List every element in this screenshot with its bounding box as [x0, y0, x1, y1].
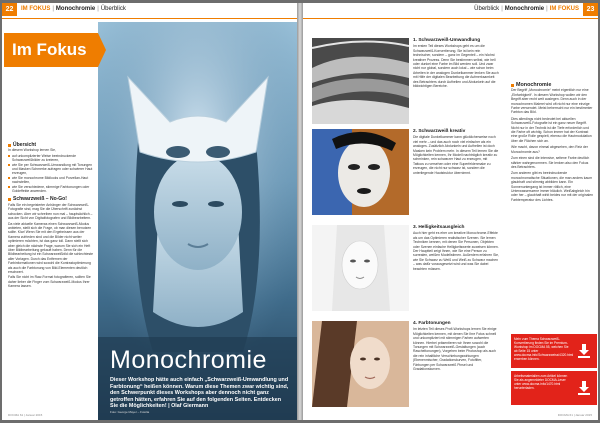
sw-paragraph: Da viele aktuelle Kameras einen Schwarzweiß-Modus anbieten, stellt sich die Frage, ob man diesen benutzen sollte. Klar! Wenn Sie mit den Ergebnissen aus der Kamera zufrieden sind und die Bilder nicht weiter optimieren möchten, ist das ganz toll. Dann stellt sich aber gleich die nächste Frage, warum Sie sich ein Heft über Bildbearbeitung gekauft haben. Denn für die Bildbearbeitung ist ein Schwarzweißbild die schlechteste aller Vorlagen. Durch das Entfernen der Farbinformationen wird sowohl die Kontrastoptimierung als auch die Farbtonung von Bild-Elementen deutlich erschwert.: [8, 221, 93, 274]
section-text: Im ersten Teil dieses Workshops geht es um die Schwarzweiß-Konvertierung. Sie ist kein rein technischer, sondern – ganz im Gegenteil – ein höchst kreativer Prozess. Denn Sie bestimmen selbst, wie hell oder dunkel eine Farbe im Bild werden soll. Und zwar nicht nur global, sondern auch lokal – wie schon beim Arbeiten in der analogen Dunkelkammer lenken Sie auch mit Hilfe der digitalen Bearbeitung die Aufmerksamkeit des Betrachters durch Aufhellen und Abdunkeln auf die bildwichtigen Bereiche.: [413, 44, 499, 89]
left-header: IM FOKUS | Monochromie | Überblick: [21, 6, 126, 12]
sidebar-paragraph: Der Begriff „Monochromie“ meint eigentlich nur eine „Einfarbigkeit“. In diesem Workshop wollen wir den Begriff aber recht weit auslegen. Denn auch in der monochromen Malerei wird oft nicht nur eine einzige Farbe verwendet. Meist beherrscht nur ein bestimmter Farbton das Bild.: [511, 88, 593, 115]
photo-color-toning: [312, 321, 409, 407]
overview-intro: In diesem Workshop lernen Sie,: [8, 148, 56, 153]
section-4: [413, 321, 499, 371]
overview-heading: Übersicht: [8, 143, 94, 147]
photo-creative-makeup: [312, 129, 409, 215]
overview-bullet: wie Sie verschiedene, stimmige Farbtonungen oder Goldeffekte anwenden.: [8, 185, 94, 194]
right-page: [303, 3, 598, 420]
info-box-workshop[interactable]: [511, 334, 597, 368]
left-page: [2, 3, 297, 420]
section-heading: 2. Schwarzweiß kreativ: [413, 129, 466, 134]
download-icon[interactable]: [576, 380, 592, 396]
im-fokus-tab: Im Fokus: [4, 33, 98, 67]
header-section-label: IM FOKUS: [549, 6, 579, 12]
header-subtitle: Überblick: [474, 6, 500, 12]
overview-bullet: wie Sie monochrome Bildlooks und Porzellan-Haut nachstellen,: [8, 176, 94, 185]
tab-arrow: [98, 33, 106, 67]
header-rule: [303, 18, 598, 19]
section-heading: 3. Helligkeitsausgleich: [413, 225, 465, 230]
page-number-right: 23: [583, 3, 598, 16]
header-title: Monochromie: [55, 6, 96, 12]
left-text-column: [8, 141, 94, 290]
section-3: [413, 225, 499, 271]
header-section-label: IM FOKUS: [21, 6, 51, 12]
section-heading: 4. Farbtonungen: [413, 321, 451, 326]
photo-bright-portrait: [312, 225, 409, 311]
info-box-text: Mehr zum Thema Schwarzweiß-Konvertierung finden Sie im Premium-Workshop im DOCMA 55, welchen Sie ab Seite 15 unter www.docma.info/Schwarzweiss/4320.html erwerben können.: [514, 337, 574, 361]
sw-heading: Schwarzweiß – No-Go!: [8, 197, 94, 201]
sw-paragraph: Falls Sie nicht im Raw-Format fotografieren, sollten Sie daher lieber die Finger vom Schwarzweiß-Modus Ihrer Kamera lassen.: [8, 275, 91, 289]
page-number-left: 22: [2, 3, 17, 16]
header-subtitle: Überblick: [100, 6, 126, 12]
download-icon[interactable]: [576, 343, 592, 359]
monochromie-sidebar: [511, 83, 594, 204]
sidebar-paragraph: Zum anderen gibt es beeindruckende monochromatische Situationen, die man anders kaum glaubhaft und stimmig abbilden kann. Ein Sonnenuntergang ist immer rötlich, eine Unterwasserszene immer bläulich. Weißabgleich hin oder her – glaubhaft wirkt beides nur mit der originalen Farbtemperatur des Lichtes.: [511, 171, 593, 202]
feature-title: Monochromie: [110, 346, 267, 374]
section-text: Die digitale Dunkelkammer kann glücklicherweise noch viel mehr – und das auch noch viel einfacher als ein analoges. Zusätzlich Abdunkeln und Aufhellen ist doch Masken kein Problem mehr. In diesem Teil lernen Sie die Möglichkeiten kennen, Ihr Modell nachträglich kreativ zu schminken, rein schwarzer Haut zu erzeugen, mit Tattoos zu versehen oder eine Superfeldenmake zu erzeugen, die nicht nur schwarz ist, sondern die unterliegende Hautstruktur übernimmt.: [413, 135, 499, 175]
right-header: Überblick | Monochromie | IM FOKUS: [474, 6, 579, 12]
photo-landscape: [312, 38, 409, 124]
photo-credit: Foto: George Mayer – Fotolia: [110, 410, 150, 414]
header-rule: [2, 18, 297, 19]
right-footer: DOCMA 61 | Januar 2015: [557, 413, 592, 417]
sw-paragraph: Falls Sie ein begeisterter Anhänger der Schwarzweiß-Fotografie sind, mag Sie die Überschrift zunächst schocken. Aber wir schreiben nun mal – hauptsächlich – aus der Sicht von Digitalfotografen und Bildbearbeitern.: [8, 202, 93, 221]
left-footer: DOCMA 61 | Januar 2015: [8, 413, 43, 417]
sidebar-heading: Monochromie: [511, 83, 594, 87]
section-heading: 1. Schwarzweiß-Umwandlung: [413, 38, 481, 43]
feature-text: Dieser Workshop hätte auch einfach „Schwarzweiß-Umwandlung und Farbtonung“ heißen können. Warum diese Themen zwar wichtig sind, den Schwerpunkt dieses Workshops aber dennoch nicht ganz getroffen hätten, erfahren Sie auf den folgenden Seiten. Entdecken Sie die Möglichkeiten! | Olaf Giermann: [110, 377, 289, 410]
info-box-materials[interactable]: [511, 371, 597, 405]
section-1: [413, 38, 499, 88]
overview-bullet: auf unkomplizierter Weise beeindruckende Schwarzweißbilder zu kreieren,: [8, 154, 94, 163]
header-title: Monochromie: [504, 6, 545, 12]
section-text: Im letzten Teil dieses Profi-Workshops lernen Sie einige Möglichkeiten kennen, mit denen Sie Ihre Fotos schnell und unkompliziert mit stimmigen Farben aufwerten können. Hierbei präsentieren wir Ihnen sowohl die Tonungen mit Schwarzweiß-Gestaltungen (auch Rascheltonungen), Vorgehen beim Photoshop als auch die rein inhaltliche Verschiebungswirkungen (Ebenenmischer, Gradationskurven, Fotofilter, Färbungen per Schwarzweiß Pinsel und Gradationskurven.: [413, 327, 497, 372]
section-2: [413, 129, 499, 175]
sidebar-paragraph: Dies allerdings nicht bedeutet bei aktuellen Schwarzweiß-Fotografie ist ein ganz neuer Begriff. Nicht nur in der Technik ist die Tiefe erforderlich und die Farbe oft wichtig. Schon immer hat der Kontrast eine große Rolle gespielt, ebenso die Hautmodulation über die Flächen sich an.: [511, 116, 592, 143]
sidebar-paragraph: Zum einen sind die intensive, seltene Farbe deutlich stärker wahrgenommen. Sie lenken also den Fokus des Betrachters.: [511, 156, 590, 169]
info-box-text: Arbeitsmaterialien zum Artikel können Sie als angemeldeter DOCMA-Leser unter www.docma.info/1470.html herunterladen.: [514, 374, 568, 390]
sidebar-paragraph: Wie macht, davon einmal abgesehen, den Reiz der Monochromie aus?: [511, 145, 588, 154]
section-text: Auch hier geht es eher um kreative Monochrome-Effekte als um das Optimieren realistischer Szenen. Sie lernen Techniken kennen, mit denen Sie Personen, Objekten oder Szenen einfache Helligkeitswerte zuweisen können. Der Hauptteil zeigt Ihnen, wie Sie eine Person zu surrealen, weißen Modellstirnen. Außerdem erfahren Sie, wie Sie Schwarz zu Weiß und Weiß zu Schwarz machen – was dafür vorausgesetzt wird und was Sie dabei beachten müssen.: [413, 231, 499, 271]
overview-bullet: wie Sie per Schwarzweiß-Umwandlung mit Tonungen und Masken Schmerke aufragen oder schwierer Haut erzeugen,: [8, 163, 94, 176]
